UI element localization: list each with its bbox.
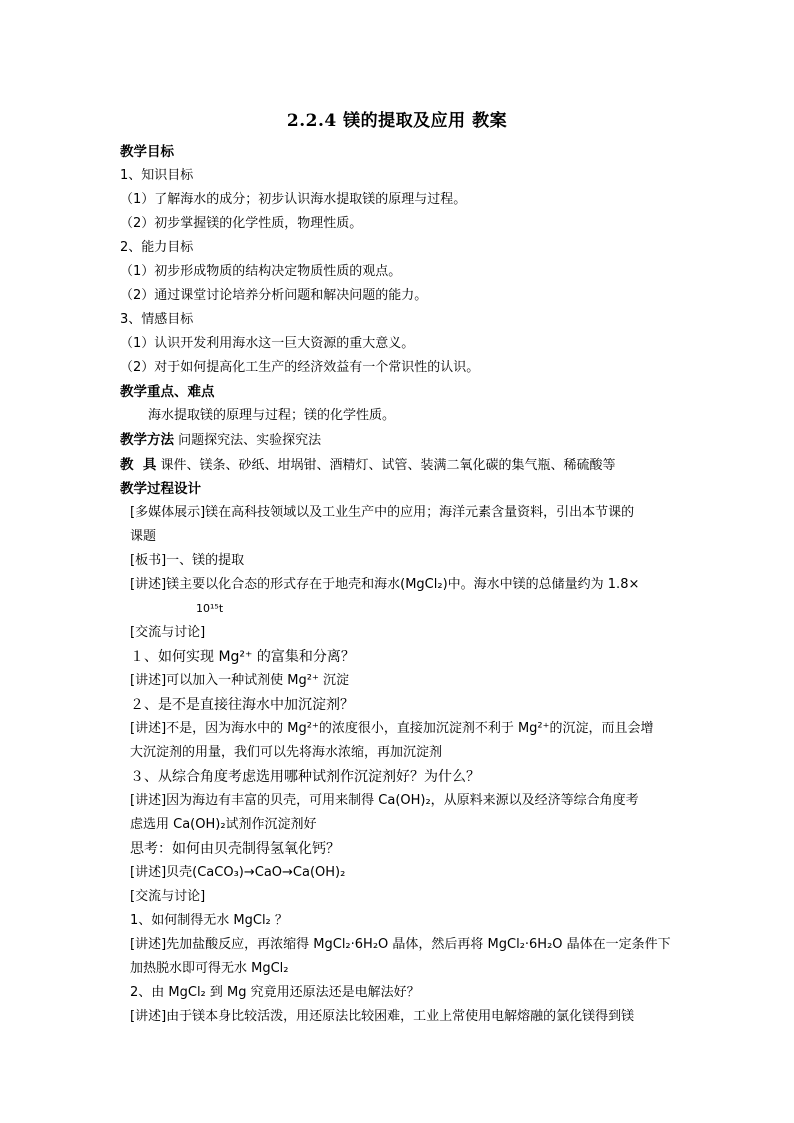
question-2: ２、是不是直接往海水中加沉淀剂？ [130,697,354,713]
knowledge-goal-heading: 1、知识目标 [120,168,194,183]
answer-6: [讲述]由于镁本身比较活泼，用还原法比较困难，工业上常使用电解熔融的氯化镁得到镁 [130,1009,635,1024]
answer-4: [讲述]贝壳(CaCO₃)→CaO→Ca(OH)₂ [130,865,346,880]
question-1: １、如何实现 Mg²⁺ 的富集和分离？ [130,649,355,665]
tools-line [120,455,616,476]
document-title: 2.2.4 镁的提取及应用 教案 [286,111,508,131]
answer-3b: 虑选用 Ca(OH)₂试剂作沉淀剂好 [130,817,317,832]
question-5: 2、由 MgCl₂ 到 Mg 究竟用还原法还是电解法好？ [130,985,420,1000]
process-board-1: [板书]一、镁的提取 [130,553,245,568]
tools-text: 课件、镁条、砂纸、坩埚钳、酒精灯、试管、装满二氧化碳的集气瓶、稀硫酸等 [160,458,616,473]
process-media-line-1: [多媒体展示]镁在高科技领域以及工业生产中的应用；海洋元素含量资料，引出本节课的 [130,505,635,520]
section-heading-keypoints: 教学重点、难点 [120,384,215,400]
answer-3a: [讲述]因为海边有丰富的贝壳，可用来制得 Ca(OH)₂，从原料来源以及经济等综合角度考 [130,793,639,808]
process-lecture-1b: 10¹⁵t [196,602,224,615]
knowledge-goal-2: （2）初步掌握镁的化学性质，物理性质。 [120,216,363,231]
tools-heading: 教 具 [120,457,157,473]
answer-2a: [讲述]不是，因为海水中的 Mg²⁺的浓度很小，直接加沉淀剂不利于 Mg²⁺的沉淀，而且会增 [130,721,654,736]
answer-1: [讲述]可以加入一种试剂使 Mg²⁺ 沉淀 [130,673,349,688]
methods-text: 问题探究法、实验探究法 [178,433,322,448]
ability-goal-2: （2）通过课堂讨论培养分析问题和解决问题的能力。 [120,288,428,303]
keypoints-text: 海水提取镁的原理与过程；镁的化学性质。 [148,408,396,423]
knowledge-goal-1: （1）了解海水的成分；初步认识海水提取镁的原理与过程。 [120,192,467,207]
methods-heading: 教学方法 [120,432,174,448]
emotion-goal-heading: 3、情感目标 [120,312,194,327]
ability-goal-1: （1）初步形成物质的结构决定物质性质的观点。 [120,264,402,279]
section-heading-process: 教学过程设计 [120,481,201,497]
answer-2b: 大沉淀剂的用量，我们可以先将海水浓缩，再加沉淀剂 [130,745,443,760]
methods-line [120,430,321,451]
answer-5b: 加热脱水即可得无水 MgCl₂ [130,961,289,976]
question-4: 1、如何制得无水 MgCl₂ ？ [130,913,288,928]
process-discussion-2: [交流与讨论] [130,889,206,904]
process-lecture-1a: [讲述]镁主要以化合态的形式存在于地壳和海水(MgCl₂)中。海水中镁的总储量约为 1.8× [130,577,640,592]
ability-goal-heading: 2、能力目标 [120,240,194,255]
process-discussion-1: [交流与讨论] [130,625,206,640]
section-heading-goals: 教学目标 [120,144,174,160]
emotion-goal-1: （1）认识开发利用海水这一巨大资源的重大意义。 [120,336,415,351]
think-question: 思考：如何由贝壳制得氢氧化钙？ [130,841,340,857]
question-3: ３、从综合角度考虑选用哪种试剂作沉淀剂好？为什么？ [130,769,480,785]
process-media-line-2: 课题 [130,529,157,544]
answer-5a: [讲述]先加盐酸反应，再浓缩得 MgCl₂·6H₂O 晶体，然后再将 MgCl₂·6H₂O 晶体在一定条件下 [130,937,671,952]
emotion-goal-2: （2）对于如何提高化工生产的经济效益有一个常识性的认识。 [120,360,480,375]
